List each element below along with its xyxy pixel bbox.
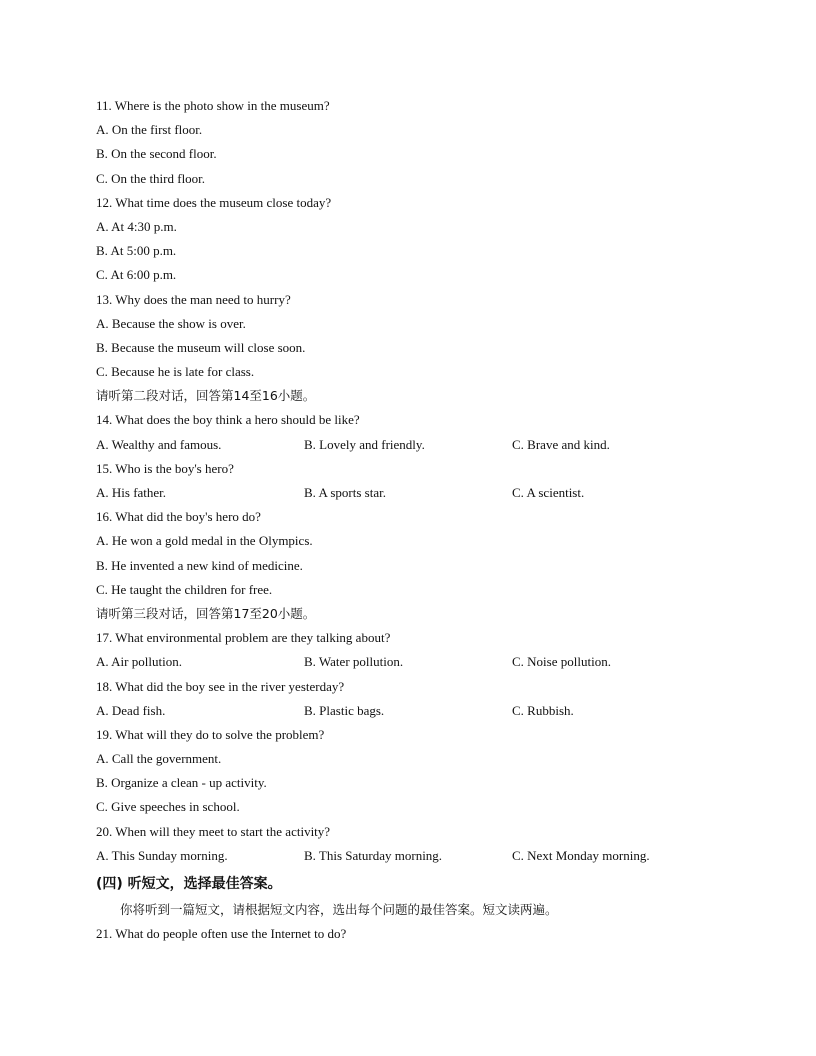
option-16-b: B. He invented a new kind of medicine. bbox=[96, 557, 303, 573]
section-4-heading: (四) 听短文，选择最佳答案。 bbox=[96, 876, 282, 892]
option-19-c: C. Give speeches in school. bbox=[96, 799, 240, 815]
option-15-c: C. A scientist. bbox=[512, 485, 585, 500]
option-17-b: B. Water pollution. bbox=[304, 654, 404, 670]
question-16: 16. What did the boy's hero do? bbox=[96, 509, 261, 525]
option-11-a: A. On the first floor. bbox=[96, 122, 203, 138]
options-17 bbox=[96, 650, 736, 674]
options-20 bbox=[96, 844, 736, 868]
option-13-c: C. Because he is late for class. bbox=[96, 364, 255, 380]
question-12: 12. What time does the museum close today? bbox=[96, 194, 332, 210]
option-12-a: A. At 4:30 p.m. bbox=[96, 218, 177, 234]
option-16-a: A. He won a gold medal in the Olympics. bbox=[96, 533, 313, 549]
option-12-b: B. At 5:00 p.m. bbox=[96, 243, 177, 259]
option-19-a: A. Call the government. bbox=[96, 751, 222, 767]
option-15-a: A. His father. bbox=[96, 485, 167, 500]
option-19-b: B. Organize a clean - up activity. bbox=[96, 775, 267, 791]
options-18 bbox=[96, 699, 736, 723]
options-15 bbox=[96, 481, 736, 505]
option-17-a: A. Air pollution. bbox=[96, 654, 182, 670]
question-11: 11. Where is the photo show in the museum? bbox=[96, 98, 330, 113]
option-20-a: A. This Sunday morning. bbox=[96, 847, 228, 863]
option-13-a: A. Because the show is over. bbox=[96, 315, 246, 331]
question-20: 20. When will they meet to start the activity? bbox=[96, 823, 331, 839]
exam-content bbox=[96, 94, 736, 946]
option-18-c: C. Rubbish. bbox=[512, 702, 574, 718]
question-18: 18. What did the boy see in the river yesterday? bbox=[96, 678, 345, 694]
question-13: 13. Why does the man need to hurry? bbox=[96, 291, 291, 307]
question-21: 21. What do people often use the Internet to do? bbox=[96, 926, 347, 942]
option-20-c: C. Next Monday morning. bbox=[512, 847, 650, 863]
question-17: 17. What environmental problem are they talking about? bbox=[96, 630, 391, 646]
option-15-b: B. A sports star. bbox=[304, 485, 386, 500]
section-4-intro: 你将听到一篇短文，请根据短文内容，选出每个问题的最佳答案。短文读两遍。 bbox=[120, 902, 558, 917]
option-11-b: B. On the second floor. bbox=[96, 146, 217, 162]
option-18-b: B. Plastic bags. bbox=[304, 702, 385, 718]
options-14 bbox=[96, 433, 736, 457]
question-19: 19. What will they do to solve the problem? bbox=[96, 726, 325, 742]
question-14: 14. What does the boy think a hero should be like? bbox=[96, 412, 360, 428]
option-17-c: C. Noise pollution. bbox=[512, 654, 611, 670]
option-16-c: C. He taught the children for free. bbox=[96, 581, 273, 597]
option-18-a: A. Dead fish. bbox=[96, 702, 166, 718]
instruction-dialogue-2: 请听第二段对话，回答第14至16小题。 bbox=[96, 388, 316, 404]
option-13-b: B. Because the museum will close soon. bbox=[96, 339, 306, 355]
option-20-b: B. This Saturday morning. bbox=[304, 847, 443, 863]
option-14-c: C. Brave and kind. bbox=[512, 436, 610, 452]
option-14-a: A. Wealthy and famous. bbox=[96, 436, 222, 452]
option-11-c: C. On the third floor. bbox=[96, 170, 206, 186]
option-12-c: C. At 6:00 p.m. bbox=[96, 267, 177, 283]
option-14-b: B. Lovely and friendly. bbox=[304, 436, 425, 452]
question-15: 15. Who is the boy's hero? bbox=[96, 460, 234, 476]
instruction-dialogue-3: 请听第三段对话，回答第17至20小题。 bbox=[96, 605, 316, 621]
